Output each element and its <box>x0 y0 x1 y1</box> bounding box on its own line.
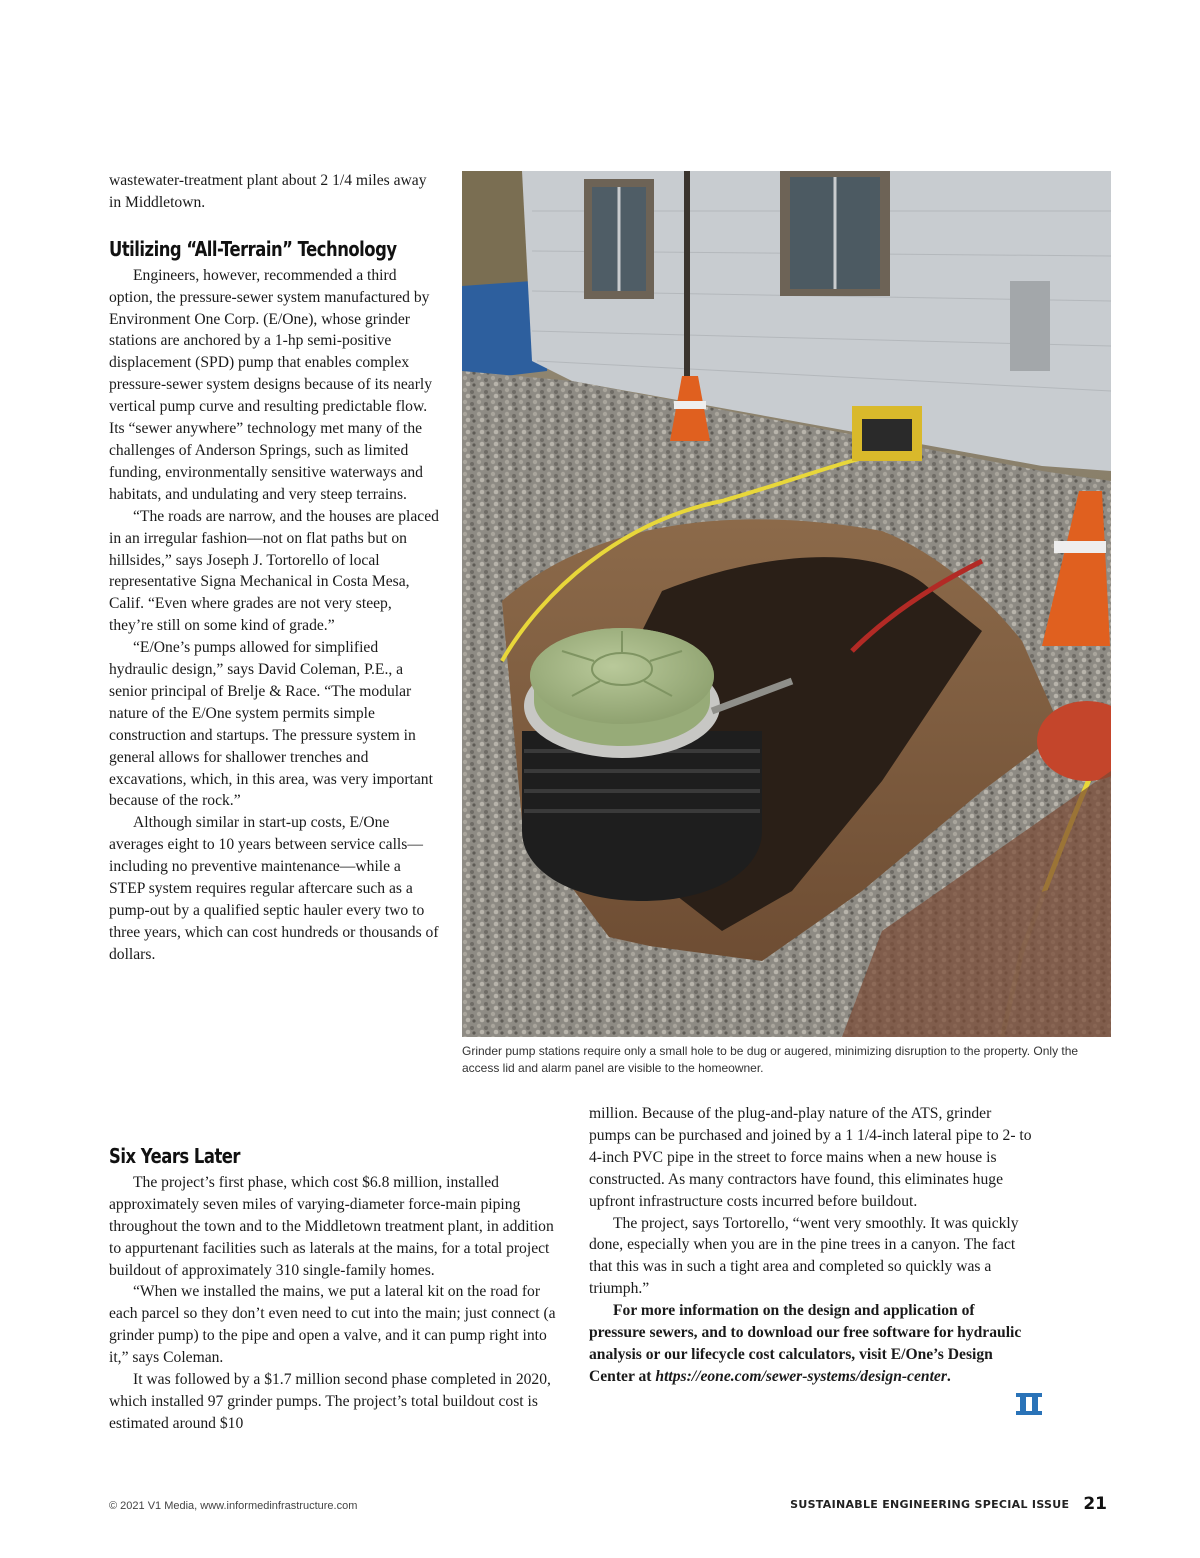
article-column-left <box>109 170 439 966</box>
article-column-right <box>589 1103 1035 1388</box>
paragraph: “When we installed the mains, we put a lateral kit on the road for each parcel so they don’t even need to cut into the main; just connect (a grinder pump) to the pipe and open a valve, and it can pump right into it,” says Coleman. <box>109 1283 556 1367</box>
paragraph: “E/One’s pumps allowed for simplified hydraulic design,” says David Coleman, P.E., a senior principal of Brelje & Race. “The modular nature of the E/One system permits simple construction and startups. The pressure system in general allows for shallower trenches and excavations, which, in this area, was very important because of the rock.” <box>109 639 433 810</box>
paragraph: million. Because of the plug-and-play nature of the ATS, grinder pumps can be purchased and joined by a 1 1/4-inch lateral pipe to 2- to 4-inch PVC pipe in the street to force mains when a new house is constructed. As many contractors have found, this eliminates huge upfront infrastructure costs incurred before buildout. <box>589 1105 1032 1210</box>
photo-caption: Grinder pump stations require only a small hole to be dug or augered, minimizing disruption to the property. Only the access lid and alarm panel are visible to the homeowner. <box>462 1044 1079 1075</box>
paragraph: It was followed by a $1.7 million second phase completed in 2020, which installed 97 grinder pumps. The project’s total buildout cost is estimated around $10 <box>109 1371 551 1432</box>
paragraph: The project’s first phase, which cost $6.8 million, installed approximately seven miles of varying-diameter force-main piping throughout the town and to the Middletown treatment plant, in addition to appurtenant facilities such as laterals at the mains, for a total project buildout of approximately 310 single-family homes. <box>109 1173 554 1279</box>
end-mark-logo-icon <box>1016 1393 1042 1420</box>
paragraph: The project, says Tortorello, “went very smoothly. It was quickly done, especially when you are in the pine trees in a canyon. The fact that this was in such a tight area and completed so quickly was a triumph.” <box>589 1214 1019 1298</box>
section-heading: Six Years Later <box>109 1144 241 1168</box>
footer-copyright: © 2021 V1 Media, www.informedinfrastructure.com <box>109 1500 358 1512</box>
section-heading: Utilizing “All-Terrain” Technology <box>109 236 397 261</box>
cta-text: For more information on the design and application of pressure sewers, and to download our free software for hydraulic analysis or our lifecycle cost calculators, visit E/One’s Design Center at <box>589 1302 1022 1385</box>
footer-folio <box>790 1494 1107 1514</box>
paragraph: Engineers, however, recommended a third option, the pressure-sewer system manufactured by Environment One Corp. (E/One), whose grinder stations are anchored by a 1-hp semi-positive displacement (SPD) pump that enables complex pressure-sewer system designs because of its nearly vertical pump curve and resulting predictable flow. Its “sewer anywhere” technology met many of the challenges of Anderson Springs, such as limited funding, environmentally sensitive waterways and habitats, and undulating and very steep terrains. <box>109 266 433 503</box>
grinder-pump-photo <box>462 171 1111 1037</box>
paragraph: wastewater-treatment plant about 2 1/4 miles away in Middletown. <box>109 172 427 211</box>
footer-issue-title: SUSTAINABLE ENGINEERING SPECIAL ISSUE <box>790 1497 1070 1511</box>
page-number: 21 <box>1083 1494 1107 1514</box>
paragraph: Although similar in start-up costs, E/One averages eight to 10 years between service calls—including no preventive maintenance—while a STEP system requires regular aftercare such as a pump-out by a qualified septic hauler every two to three years, which can cost hundreds or thousands of dollars. <box>109 814 439 963</box>
article-column-bottom-left <box>109 1146 561 1435</box>
paragraph: “The roads are narrow, and the houses are placed in an irregular fashion—not on flat paths but on hillsides,” says Joseph J. Tortorello of local representative Signa Mechanical in Costa Mesa, Calif. “Even where grades are not very steep, they’re still on some kind of grade.” <box>109 507 439 635</box>
cta-end: . <box>946 1367 951 1385</box>
design-center-link[interactable]: https://eone.com/sewer-systems/design-center <box>655 1367 947 1385</box>
call-to-action <box>589 1300 1035 1388</box>
